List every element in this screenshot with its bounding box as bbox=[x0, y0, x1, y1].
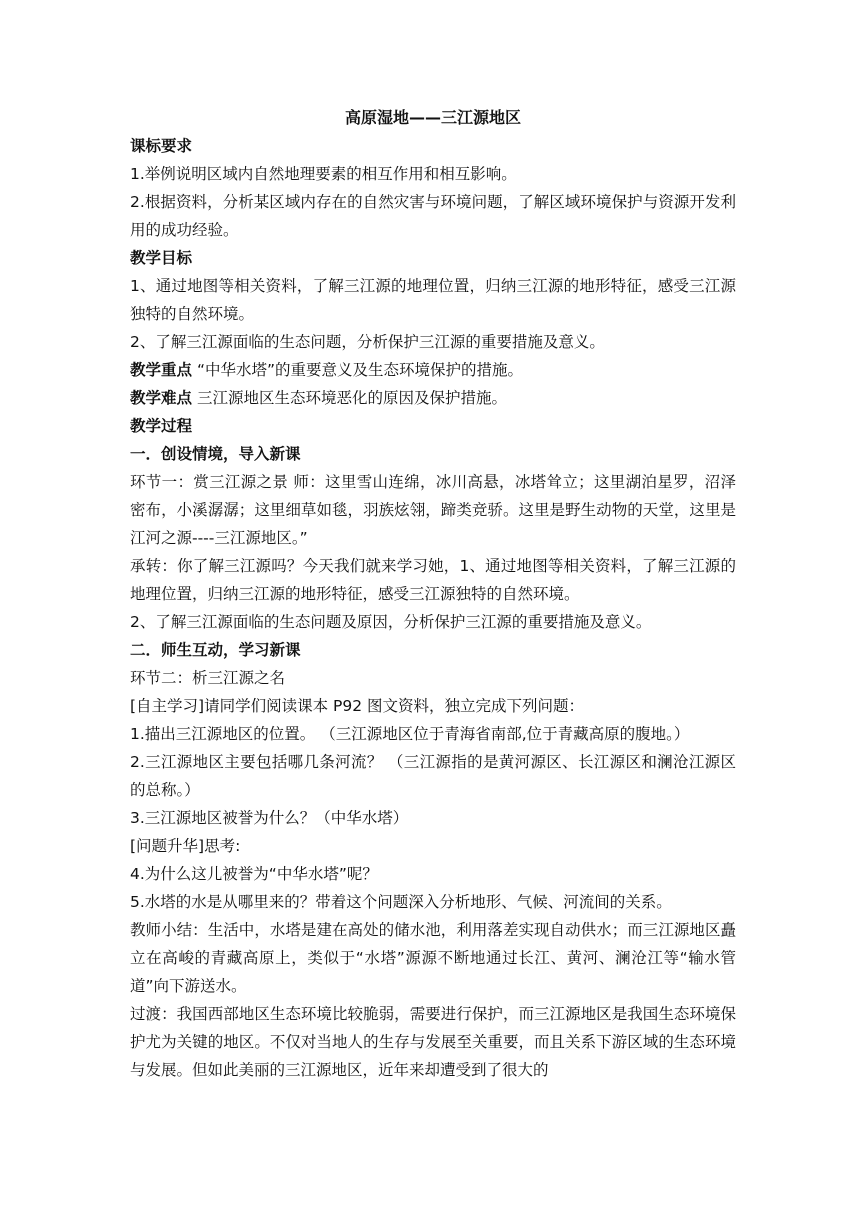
zhongdian-text: “中华水塔”的重要意义及生态环境保护的措施。 bbox=[192, 361, 524, 379]
zhongdian-label: 教学重点 bbox=[130, 361, 193, 379]
section-1-heading: 一．创设情境，导入新课 bbox=[130, 445, 301, 463]
zhongdian-line bbox=[130, 356, 736, 384]
section-1-paragraph-1: 环节一：赏三江源之景 师：这里雪山连绵，冰川高悬，冰塔耸立；这里湖泊星罗，沼泽密布，小溪潺潺；这里细草如毯，羽族炫翎，蹄类竞骄。这里是野生动物的天堂，这里是江河之源----三江源地区。” bbox=[130, 473, 736, 547]
section-2-paragraph-2: [自主学习]请同学们阅读课本 P92 图文资料，独立完成下列问题： bbox=[130, 697, 585, 715]
kebiao-item-2: 2.根据资料，分析某区域内存在的自然灾害与环境问题，了解区域环境保护与资源开发利用的成功经验。 bbox=[130, 193, 736, 239]
document-page bbox=[130, 104, 736, 1084]
mubiao-item-1: 1、通过地图等相关资料，了解三江源的地理位置，归纳三江源的地形特征，感受三江源独特的自然环境。 bbox=[130, 277, 736, 323]
nandian-text: 三江源地区生态环境恶化的原因及保护措施。 bbox=[192, 389, 507, 407]
document-title: 高原湿地——三江源地区 bbox=[344, 108, 521, 127]
question-4: 4.为什么这儿被誉为“中华水塔”呢？ bbox=[130, 865, 378, 883]
nandian-line bbox=[130, 384, 736, 412]
mubiao-item-2: 2、了解三江源面临的生态问题，分析保护三江源的重要措施及意义。 bbox=[130, 333, 605, 351]
question-1: 1.描出三江源地区的位置。 （三江源地区位于青海省南部,位于青藏高原的腹地。） bbox=[130, 725, 690, 743]
section-2-heading: 二．师生互动，学习新课 bbox=[130, 641, 301, 659]
section-2-paragraph-3: [问题升华]思考: bbox=[130, 837, 241, 855]
section-2-paragraph-1: 环节二：析三江源之名 bbox=[130, 669, 286, 687]
question-5: 5.水塔的水是从哪里来的？带着这个问题深入分析地形、气候、河流间的关系。 bbox=[130, 893, 672, 911]
section-1-paragraph-2: 承转：你了解三江源吗？今天我们就来学习她，1、通过地图等相关资料，了解三江源的地理位置，归纳三江源的地形特征，感受三江源独特的自然环境。 bbox=[130, 557, 736, 603]
heading-guocheng: 教学过程 bbox=[130, 417, 193, 435]
question-2: 2.三江源地区主要包括哪几条河流？ （三江源指的是黄河源区、长江源区和澜沧江源区的总称。） bbox=[130, 753, 736, 799]
kebiao-item-1: 1.举例说明区域内自然地理要素的相互作用和相互影响。 bbox=[130, 165, 517, 183]
heading-mubiao: 教学目标 bbox=[130, 249, 193, 267]
teacher-summary: 教师小结：生活中，水塔是建在高处的储水池，利用落差实现自动供水；而三江源地区矗立在高峻的青藏高原上，类似于“水塔”源源不断地通过长江、黄河、澜沧江等“输水管道”向下游送水。 bbox=[130, 921, 736, 995]
heading-kebiao: 课标要求 bbox=[130, 137, 193, 155]
nandian-label: 教学难点 bbox=[130, 389, 193, 407]
question-3: 3.三江源地区被誉为什么？（中华水塔） bbox=[130, 809, 409, 827]
transition-paragraph: 过渡：我国西部地区生态环境比较脆弱，需要进行保护，而三江源地区是我国生态环境保护尤为关键的地区。不仅对当地人的生存与发展至关重要，而且关系下游区域的生态环境与发展。但如此美丽的三江源地区，近年来却遭受到了很大的 bbox=[130, 1005, 736, 1079]
section-1-paragraph-3: 2、了解三江源面临的生态问题及原因，分析保护三江源的重要措施及意义。 bbox=[130, 613, 652, 631]
